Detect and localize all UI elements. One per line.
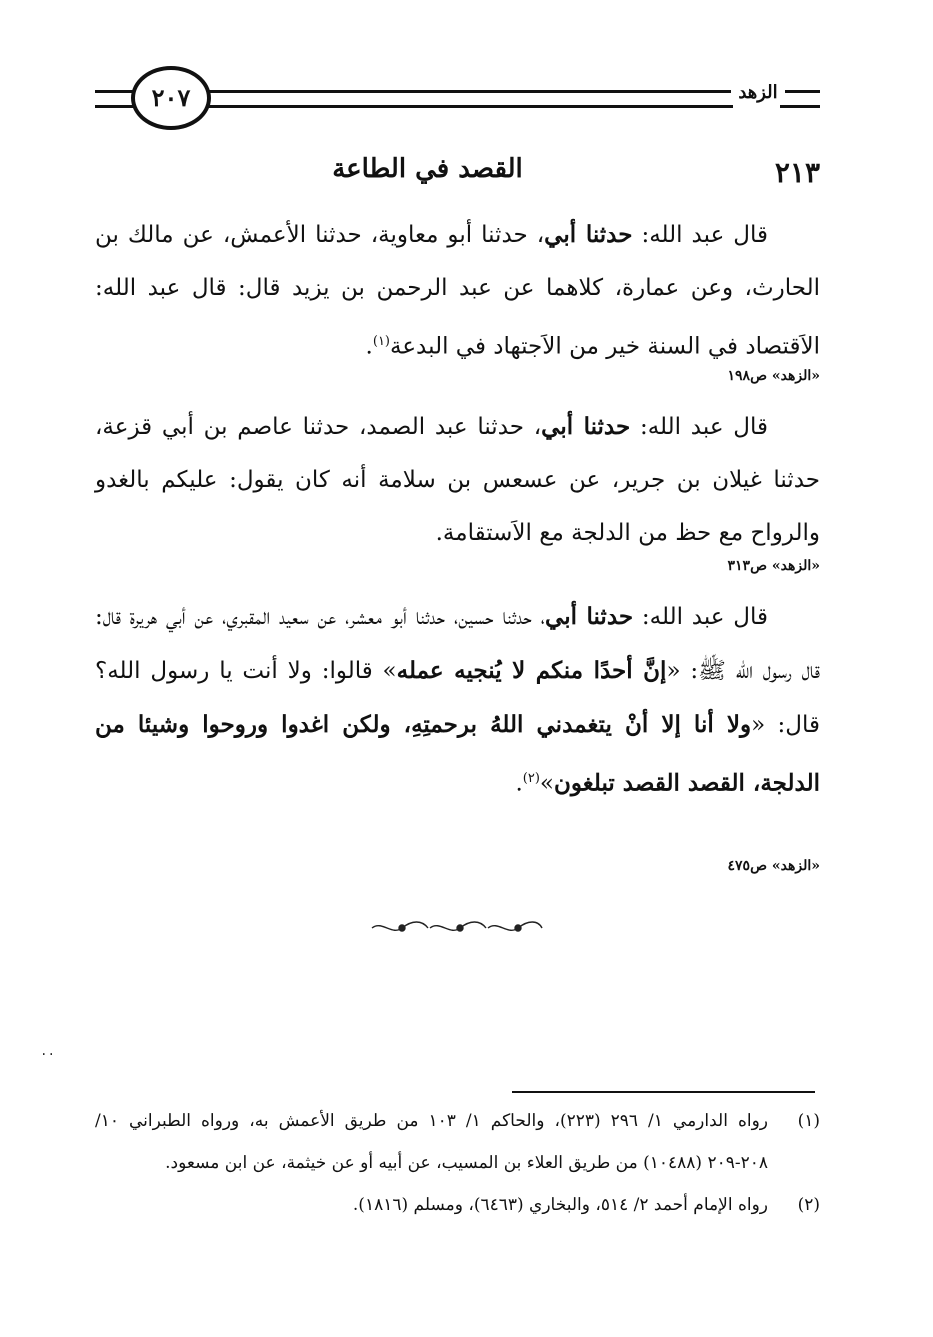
header-rule-left: [95, 90, 135, 108]
footnote-separator: [512, 1091, 815, 1093]
narration-bold: حدثنا أبي: [541, 413, 631, 440]
footnote-ref-2[interactable]: (٢): [522, 771, 540, 786]
running-title: الزهد: [731, 82, 785, 103]
source-reference-3: «الزهد» ص٤٧٥: [727, 858, 820, 874]
narration-text: ، حدثنا حسين، حدثنا أبو معشر، عن سعيد المقبري، عن أبي هريرة قال: قال رسول الله ﷺ: «: [95, 604, 820, 684]
narration-bold: حدثنا أبي: [545, 603, 634, 630]
narration-lead: قال عبد الله:: [632, 222, 768, 248]
hadith-text-1: إنَّ أحدًا منكم لا يُنجيه عمله: [396, 657, 667, 684]
source-reference-1: «الزهد» ص١٩٨: [727, 368, 820, 384]
footnote-1: [95, 1100, 820, 1184]
hadith-text-2: ولا أنا إلا أنْ يتغمدني اللهُ برحمتِهِ، ولكن اغدوا وروحوا وشيئا من الدلجة، القصد القصد تبلغون: [95, 711, 820, 797]
narration-text: »: [539, 770, 554, 797]
ornament-divider: [368, 918, 546, 938]
header-rule-middle: [203, 90, 733, 108]
narration-3: [95, 590, 820, 811]
narration-end: .: [365, 333, 373, 360]
narration-text: ، حدثنا عبد الصمد، حدثنا عاصم بن أبي قزعة، حدثنا غيلان بن جرير، عن عسعس بن سلامة أنه كان يقول: عليكم بالغدو والرواح مع حظ من الدلجة مع الاَستقامة.: [95, 414, 820, 546]
narration-end: .: [515, 770, 523, 797]
footnotes: [95, 1100, 820, 1226]
narration-bold: حدثنا أبي: [544, 221, 633, 248]
section-number: ٢١٣: [774, 156, 820, 189]
section-title: القصد في الطاعة: [332, 154, 523, 184]
footnote-text: رواه الإمام أحمد ٢/ ٥١٤، والبخاري (٦٤٦٣)، ومسلم (١٨١٦).: [352, 1195, 768, 1215]
footnote-2: [95, 1184, 820, 1226]
narration-2: [95, 400, 820, 560]
page-number: ٢٠٧: [131, 66, 211, 130]
footnote-mark: (١): [797, 1111, 820, 1131]
narration-text: ، حدثنا أبو معاوية، حدثنا الأعمش، عن مالك بن الحارث، وعن عمارة، كلاهما عن عبد الرحمن بن يزيد قال: قال عبد الله: الاَقتصاد في السنة خير من الاَجتهاد في البدعة: [95, 222, 820, 360]
stray-mark: ٠٠: [40, 1046, 56, 1062]
page-header: [95, 62, 820, 132]
footnote-text: رواه الدارمي ١/ ٢٩٦ (٢٢٣)، والحاكم ١/ ١٠٣ من طريق الأعمش به، ورواه الطبراني ١٠/ ٢٠٨-٢٠٩ (١٠٤٨٨) من طريق العلاء بن المسيب، عن أبيه أو عن خيثمة، عن ابن مسعود.: [95, 1111, 768, 1173]
section-heading: [95, 150, 820, 200]
source-reference-2: «الزهد» ص٣١٣: [727, 558, 820, 574]
header-rule-right: [780, 90, 820, 108]
narration-lead: قال عبد الله:: [633, 604, 768, 630]
footnote-ref-1[interactable]: (١): [372, 334, 390, 349]
narration-text: » قالوا: ولا أنت يا رسول الله؟ قال: «: [95, 658, 820, 738]
footnote-mark: (٢): [797, 1195, 820, 1215]
narration-lead: قال عبد الله:: [630, 414, 769, 440]
narration-1: [95, 208, 820, 374]
